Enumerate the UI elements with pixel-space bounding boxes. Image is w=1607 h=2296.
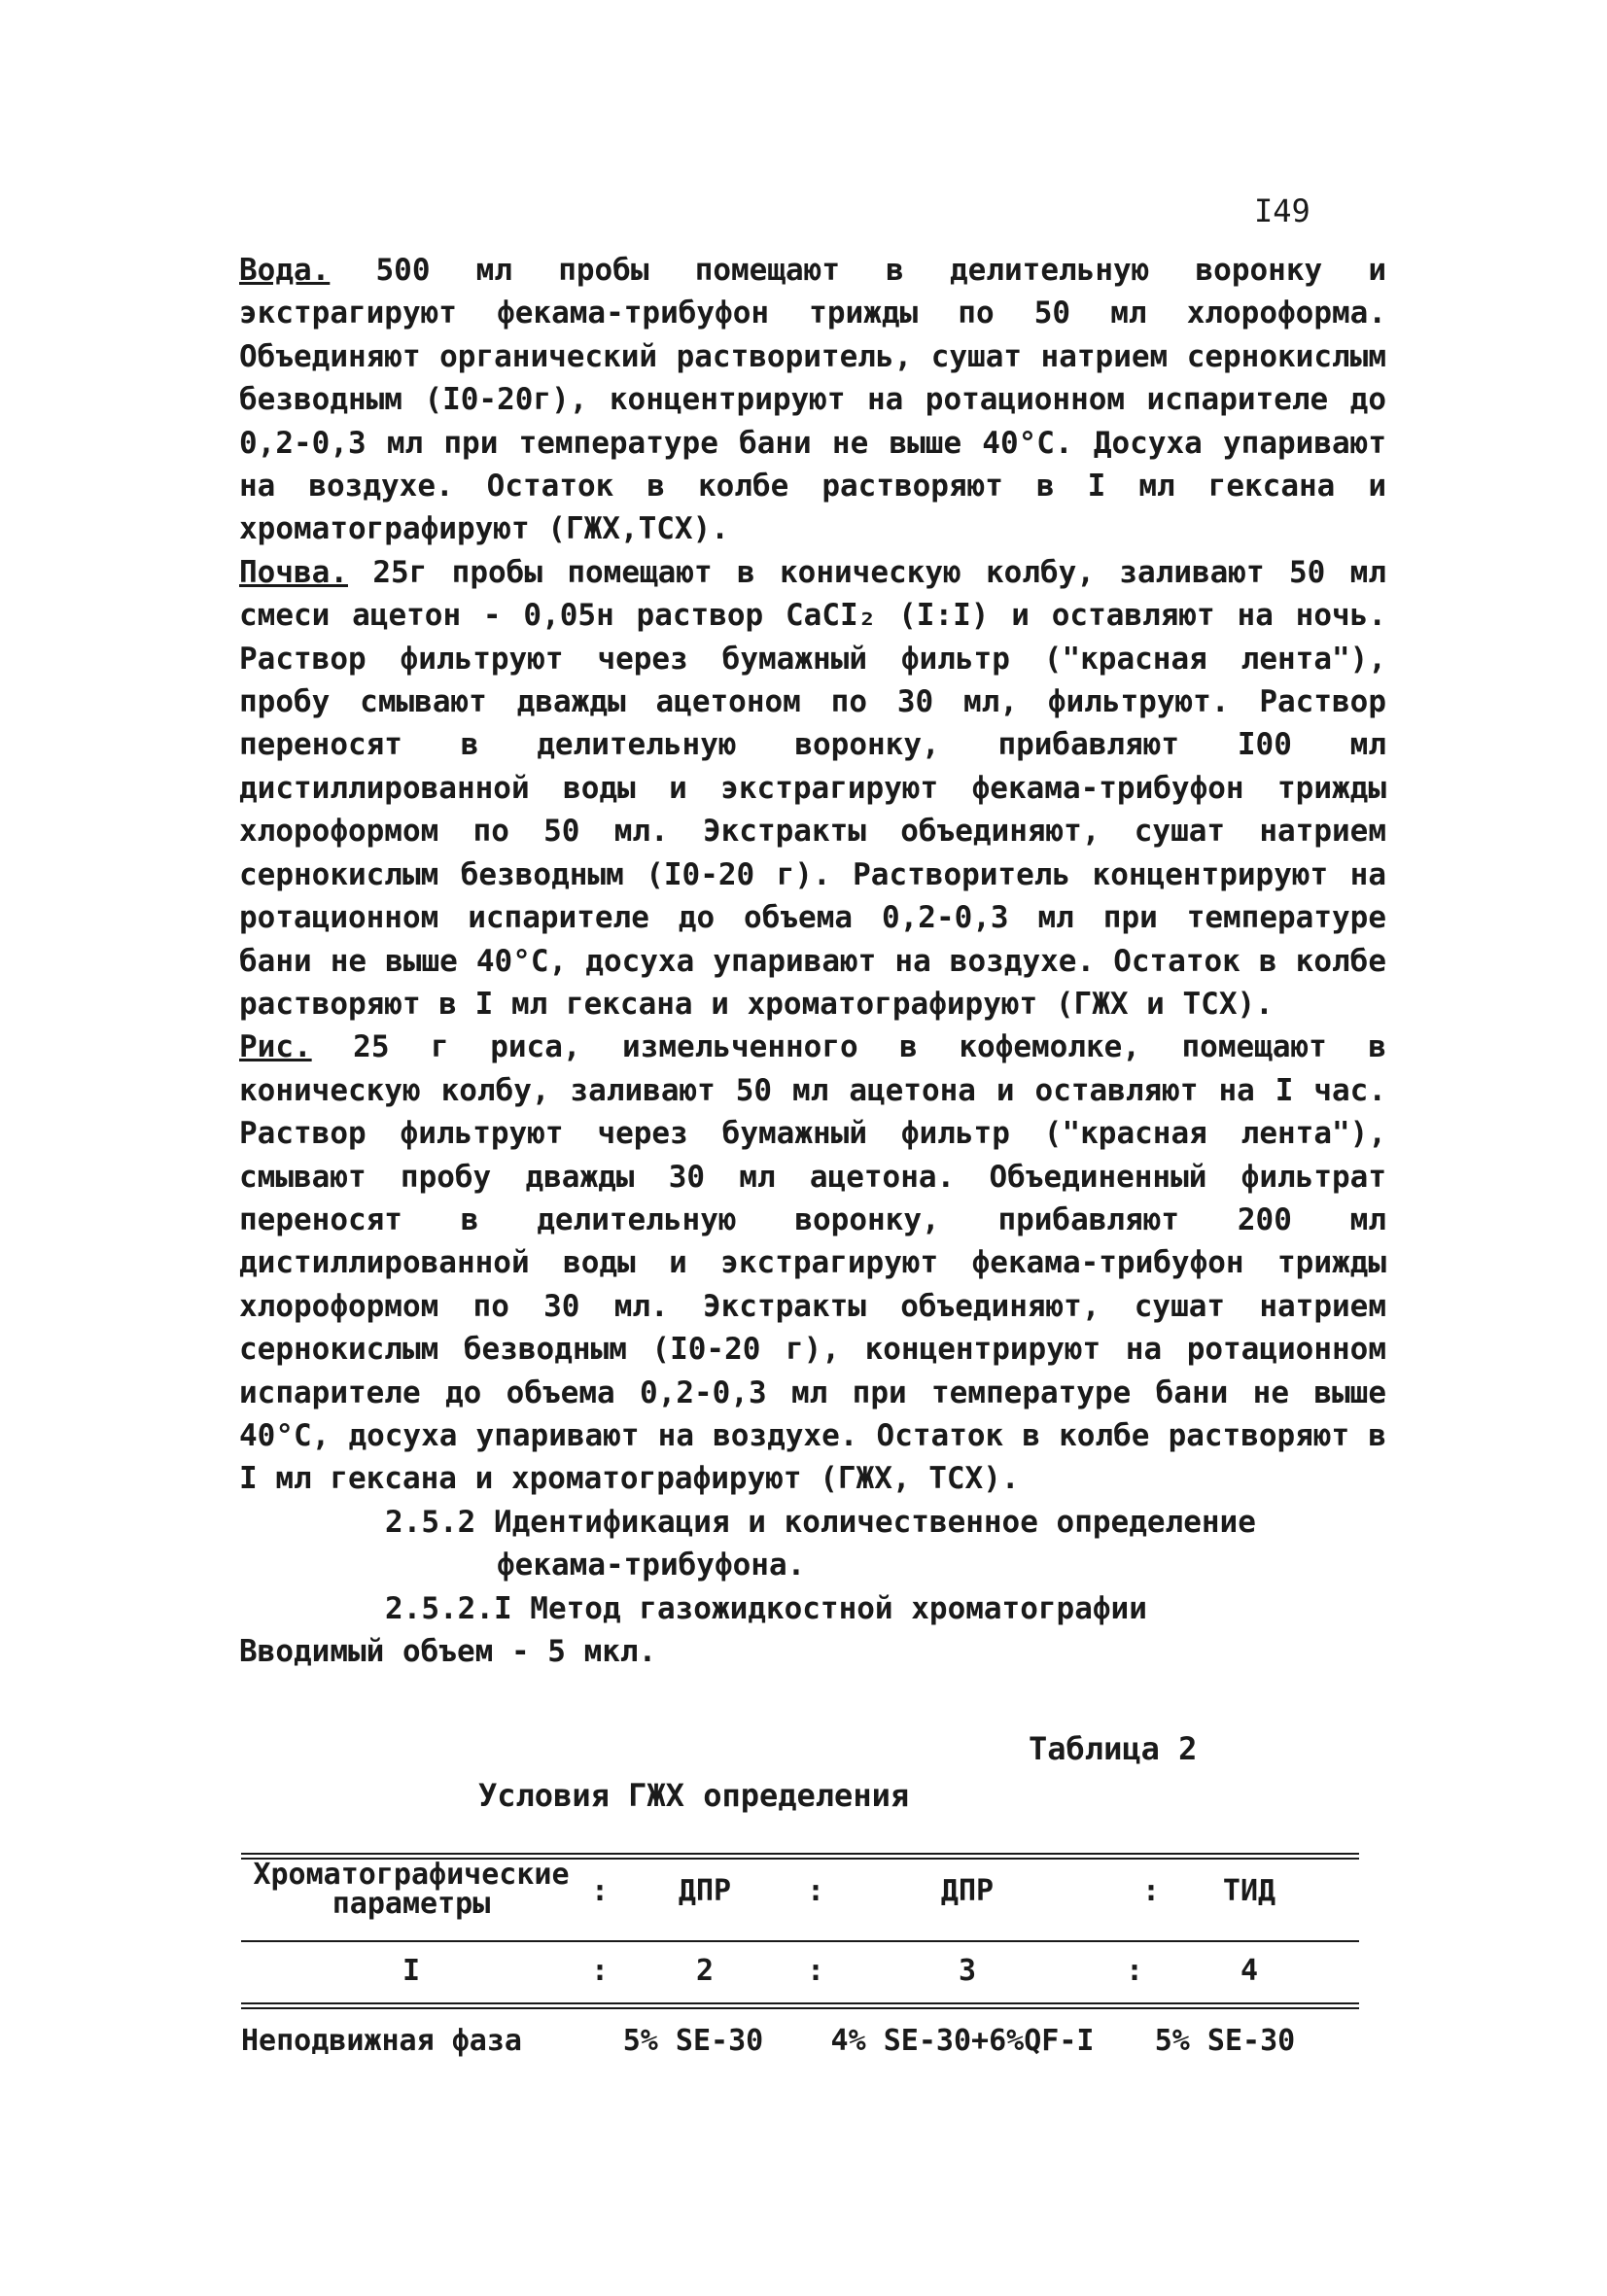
section-heading-glc-method: 2.5.2.I Метод газожидкостной хроматографии [385, 1590, 1147, 1626]
header-parameters-line1: Хроматографические [253, 1858, 570, 1892]
body-text [239, 249, 1386, 1673]
paragraph-text: 25 г риса, измельченного в кофемолке, помещают в коническую колбу, заливают 50 мл ацетона и оставляют на I час. Раствор фильтруют через бумажный фильтр ("красная лента"), смывают пробу дважды 30 мл ацетона. Объединенный фильтрат переносят в делительную воронку, прибавляют 200 мл дистиллированной воды и экстрагируют фекама-трибуфон трижды хлороформом по 30 мл. Экстракты объединяют, сушат натрием сернокислым безводным (I0-20 г), концентрируют на ротационном испарителе до объема 0,2-0,3 мл при температуре бани не выше 40°С, досуха упаривают на воздухе. Остаток в колбе растворяют в I мл гексана и хроматографируют (ГЖХ, ТСХ). [239, 1029, 1386, 1497]
column-separator: : [1142, 1874, 1161, 1908]
row-param-stationary-phase: Неподвижная фаза [241, 2024, 522, 2058]
column-number-2: 2 [695, 1954, 715, 1988]
section-heading-identification-cont: фекама-трибуфона. [497, 1548, 806, 1583]
paragraph-water [239, 249, 1386, 551]
header-cell-dpr-1: ДПР [678, 1874, 732, 1908]
page-number: I49 [1254, 192, 1310, 229]
row-value-col4: 5% SE-30 [1154, 2024, 1296, 2058]
header-cell-tid: ТИД [1222, 1874, 1276, 1908]
row-value-col3: 4% SE-30+6%QF-I [830, 2024, 1095, 2058]
table-title: Условия ГЖХ определения [478, 1777, 910, 1814]
header-cell-parameters [241, 1858, 581, 1921]
column-separator: : [807, 1954, 825, 1988]
header-cell-dpr-2: ДПР [940, 1874, 995, 1908]
column-separator: : [1126, 1954, 1144, 1988]
section-heading-identification: 2.5.2 Идентификация и количественное определение [385, 1504, 1256, 1540]
column-separator: : [591, 1874, 610, 1908]
paragraph-text: 500 мл пробы помещают в делительную воронку и экстрагируют фекама-трибуфон трижды по 50 мл хлороформа. Объединяют органический растворитель, сушат натрием сернокислым безводным (I0-20г), концентрируют на ротационном испарителе до 0,2-0,3 мл при температуре бани не выше 40°С. Досуха упаривают на воздухе. Остаток в колбе растворяют в I мл гексана и хроматографируют (ГЖХ,ТСХ). [239, 253, 1386, 547]
section-label-water: Вода. [239, 253, 331, 288]
column-number-3: 3 [958, 1954, 977, 1988]
section-label-soil: Почва. [239, 554, 348, 590]
paragraph-text: 25г пробы помещают в коническую колбу, заливают 50 мл смеси ацетон - 0,05н раствор CaCI₂ (I:I) и оставляют на ночь. Раствор фильтруют через бумажный фильтр ("красная лента"), пробу смывают дважды ацетоном по 30 мл, фильтруют. Раствор переносят в делительную воронку, прибавляют I00 мл дистиллированной воды и экстрагируют фекама-трибуфон трижды хлороформом по 50 мл. Экстракты объединяют, сушат натрием сернокислым безводным (I0-20 г). Растворитель концентрируют на ротационном испарителе до объема 0,2-0,3 мл при температуре бани не выше 40°С, досуха упаривают на воздухе. Остаток в колбе растворяют в I мл гексана и хроматографируют (ГЖХ и ТСХ). [239, 554, 1386, 1022]
column-separator: : [807, 1874, 825, 1908]
table-number: Таблица 2 [1029, 1730, 1198, 1767]
column-number-4: 4 [1240, 1954, 1259, 1988]
injection-volume: Вводимый объем - 5 мкл. [239, 1634, 657, 1669]
column-number-1: I [402, 1954, 421, 1988]
header-parameters-line2: параметры [332, 1887, 491, 1921]
section-label-rice: Рис. [239, 1029, 312, 1065]
paragraph-rice [239, 1026, 1386, 1500]
column-separator: : [591, 1954, 610, 1988]
row-value-col2: 5% SE-30 [622, 2024, 764, 2058]
paragraph-soil [239, 551, 1386, 1026]
table-numbering-rule [241, 2002, 1359, 2009]
table-header-rule [241, 1940, 1359, 1942]
